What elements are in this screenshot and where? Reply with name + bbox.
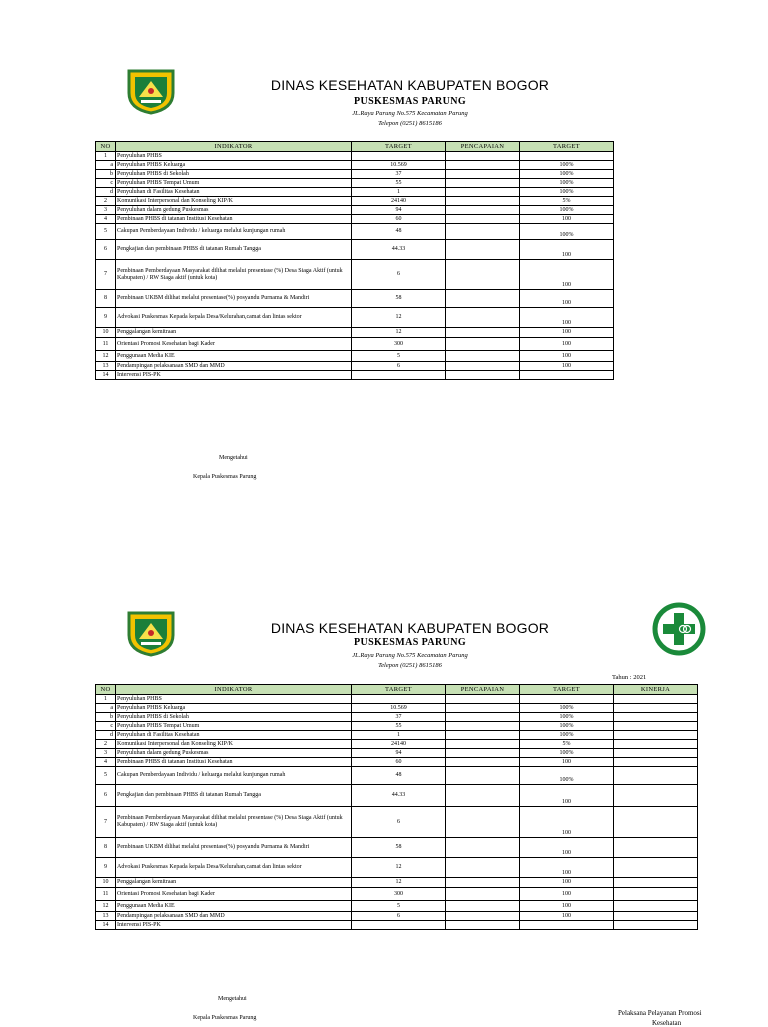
indicator-cell: Penyuluhan PHBS Keluarga xyxy=(116,704,352,713)
indicator-cell: Pembinaan UKBM dilihat melalui presentase(%) posyandu Purnama & Mandiri xyxy=(116,290,352,308)
target-percent-cell: 100 xyxy=(520,362,614,371)
target-percent-cell: 100 xyxy=(520,878,614,888)
column-header: KINERJA xyxy=(614,685,698,695)
indicator-cell: Cakupan Pemberdayaan Individu / keluarga melalui kunjungan rumah xyxy=(116,767,352,785)
target-percent-cell: 100% xyxy=(520,767,614,785)
target-percent-cell: 100 xyxy=(520,858,614,878)
indicator-table-kinerja xyxy=(95,684,698,930)
table-header-row xyxy=(96,685,698,695)
row-number: 7 xyxy=(96,260,116,290)
kinerja-cell xyxy=(614,704,698,713)
indicator-cell: Penyuluhan dalam gedung Puskesmas xyxy=(116,749,352,758)
row-number: b xyxy=(96,170,116,179)
row-number: 3 xyxy=(96,206,116,215)
target-cell: 94 xyxy=(352,206,446,215)
kinerja-cell xyxy=(614,749,698,758)
target-cell: 37 xyxy=(352,713,446,722)
pencapaian-cell xyxy=(446,921,520,930)
column-header: TARGET xyxy=(520,685,614,695)
indicator-cell: Pengkajian dan pembinaan PHBS di tatanan Rumah Tangga xyxy=(116,785,352,807)
indicator-cell: Penggunaan Media KIE xyxy=(116,901,352,912)
column-header: INDIKATOR xyxy=(116,685,352,695)
table-row xyxy=(96,921,698,930)
table-row xyxy=(96,858,698,878)
row-number: 3 xyxy=(96,749,116,758)
row-number: 8 xyxy=(96,290,116,308)
target-cell: 10.569 xyxy=(352,704,446,713)
kinerja-cell xyxy=(614,731,698,740)
kinerja-cell xyxy=(614,901,698,912)
row-number: 4 xyxy=(96,215,116,224)
pencapaian-cell xyxy=(446,731,520,740)
address-text: JL.Raya Parung No.575 Kecamatan Parung xyxy=(352,652,468,659)
row-number: 9 xyxy=(96,858,116,878)
indicator-cell: Pendampingan pelaksanaan SMD dan MMD xyxy=(116,362,352,371)
pencapaian-cell xyxy=(446,704,520,713)
target-cell: 12 xyxy=(352,308,446,328)
row-number: 8 xyxy=(96,838,116,858)
pencapaian-cell xyxy=(446,888,520,901)
table-row xyxy=(96,785,698,807)
table-row xyxy=(96,888,698,901)
phone-text: Telepon (0251) 8615186 xyxy=(378,662,442,669)
table-row xyxy=(96,758,698,767)
row-number: 12 xyxy=(96,901,116,912)
target-percent-cell: 100% xyxy=(520,722,614,731)
target-cell: 12 xyxy=(352,328,446,338)
row-number: a xyxy=(96,161,116,170)
kinerja-cell xyxy=(614,767,698,785)
health-cross-logo-icon xyxy=(650,600,708,658)
indicator-cell: Pembinaan Pemberdayaan Masyarakat dilihat melalui presentase (%) Desa Siaga Aktif (untuk Kabupaten) / RW Siaga aktif (untuk kota) xyxy=(116,807,352,838)
target-percent-cell xyxy=(520,921,614,930)
target-percent-cell: 100 xyxy=(520,901,614,912)
target-percent-cell: 100 xyxy=(520,351,614,362)
indicator-cell: Orientasi Promosi Kesehatan bagi Kader xyxy=(116,888,352,901)
target-cell: 1 xyxy=(352,731,446,740)
table-row xyxy=(96,749,698,758)
indicator-cell: Penyuluhan di Fasilitas Kesehatan xyxy=(116,731,352,740)
target-cell: 55 xyxy=(352,722,446,731)
indicator-cell: Penggalangan kemitraan xyxy=(116,328,352,338)
page-title: DINAS KESEHATAN KABUPATEN BOGOR xyxy=(270,620,550,636)
kinerja-cell xyxy=(614,785,698,807)
target-percent-cell: 5% xyxy=(520,197,614,206)
pelaksana-label-2: Kesehatan xyxy=(652,1019,682,1027)
page-subtitle: PUSKESMAS PARUNG xyxy=(353,96,467,107)
target-cell: 44.33 xyxy=(352,785,446,807)
target-percent-cell: 100 xyxy=(520,328,614,338)
target-percent-cell: 100% xyxy=(520,704,614,713)
row-number: 10 xyxy=(96,878,116,888)
row-number: 9 xyxy=(96,308,116,328)
row-number: 5 xyxy=(96,224,116,240)
kinerja-cell xyxy=(614,807,698,838)
target-cell: 6 xyxy=(352,362,446,371)
indicator-cell: Komunikasi Interpersonal dan Konseling KIP/K xyxy=(116,197,352,206)
target-percent-cell: 100% xyxy=(520,713,614,722)
indicator-cell: Advokasi Puskesmas Kepada kepala Desa/Kelurahan,camat dan lintas sektor xyxy=(116,858,352,878)
table-row xyxy=(96,901,698,912)
target-cell: 10.569 xyxy=(352,161,446,170)
indicator-cell: Penyuluhan dalam gedung Puskesmas xyxy=(116,206,352,215)
table-row xyxy=(96,807,698,838)
kinerja-cell xyxy=(614,713,698,722)
phone-text: Telepon (0251) 8615186 xyxy=(378,120,442,127)
kinerja-cell xyxy=(614,695,698,704)
target-cell: 1 xyxy=(352,188,446,197)
target-cell xyxy=(352,695,446,704)
table-row xyxy=(96,731,698,740)
pencapaian-cell xyxy=(446,713,520,722)
target-percent-cell: 100% xyxy=(520,224,614,240)
mengetahui-label: Mengetahui xyxy=(219,455,248,461)
target-cell: 94 xyxy=(352,749,446,758)
pencapaian-cell xyxy=(446,749,520,758)
address-text: JL.Raya Parung No.575 Kecamatan Parung xyxy=(352,110,468,117)
pencapaian-cell xyxy=(446,807,520,838)
kinerja-cell xyxy=(614,858,698,878)
indicator-cell: Orientasi Promosi Kesehatan bagi Kader xyxy=(116,338,352,351)
indicator-cell: Pengkajian dan pembinaan PHBS di tatanan Rumah Tangga xyxy=(116,240,352,260)
pencapaian-cell xyxy=(446,838,520,858)
column-header: NO xyxy=(96,685,116,695)
pencapaian-cell xyxy=(446,878,520,888)
target-percent-cell: 100% xyxy=(520,161,614,170)
target-cell: 6 xyxy=(352,912,446,921)
indicator-cell: Penyuluhan PHBS xyxy=(116,152,352,161)
kinerja-cell xyxy=(614,838,698,858)
target-cell xyxy=(352,921,446,930)
target-percent-cell: 100 xyxy=(520,838,614,858)
kinerja-cell xyxy=(614,912,698,921)
row-number: 4 xyxy=(96,758,116,767)
target-percent-cell: 5% xyxy=(520,740,614,749)
target-cell: 44.33 xyxy=(352,240,446,260)
target-percent-cell: 100 xyxy=(520,260,614,290)
indicator-cell: Penyuluhan PHBS di Sekolah xyxy=(116,713,352,722)
row-number: 2 xyxy=(96,197,116,206)
pencapaian-cell xyxy=(446,858,520,878)
row-number: 6 xyxy=(96,785,116,807)
row-number: 14 xyxy=(96,921,116,930)
row-number: c xyxy=(96,722,116,731)
kepala-puskesmas-label: Kepala Puskesmas Parung xyxy=(193,1015,257,1021)
mengetahui-label: Mengetahui xyxy=(218,996,247,1002)
pencapaian-cell xyxy=(446,722,520,731)
row-number: 5 xyxy=(96,767,116,785)
column-header: NO xyxy=(96,142,116,152)
target-cell: 48 xyxy=(352,224,446,240)
page-subtitle: PUSKESMAS PARUNG xyxy=(353,637,467,648)
target-cell: 58 xyxy=(352,838,446,858)
target-percent-cell: 100 xyxy=(520,308,614,328)
indicator-cell: Intervensi PIS-PK xyxy=(116,371,352,380)
kepala-puskesmas-label: Kepala Puskesmas Parung xyxy=(193,474,257,480)
table-row xyxy=(96,713,698,722)
year-label: Tahun : 2021 xyxy=(612,674,647,681)
indicator-cell: Penyuluhan PHBS Tempat Umum xyxy=(116,179,352,188)
target-cell: 24140 xyxy=(352,197,446,206)
target-cell: 12 xyxy=(352,878,446,888)
target-percent-cell: 100% xyxy=(520,206,614,215)
pencapaian-cell xyxy=(446,758,520,767)
target-cell: 60 xyxy=(352,215,446,224)
column-header: TARGET xyxy=(352,142,446,152)
pencapaian-cell xyxy=(446,740,520,749)
table-row xyxy=(96,878,698,888)
column-header: TARGET xyxy=(520,142,614,152)
target-percent-cell: 100 xyxy=(520,807,614,838)
kinerja-cell xyxy=(614,758,698,767)
row-number: 6 xyxy=(96,240,116,260)
table-row xyxy=(96,767,698,785)
row-number: 7 xyxy=(96,807,116,838)
indicator-cell: Penyuluhan PHBS xyxy=(116,695,352,704)
target-percent-cell: 100 xyxy=(520,785,614,807)
kinerja-cell xyxy=(614,740,698,749)
kinerja-cell xyxy=(614,888,698,901)
target-percent-cell: 100 xyxy=(520,888,614,901)
target-percent-cell xyxy=(520,695,614,704)
target-cell: 5 xyxy=(352,901,446,912)
table-row xyxy=(96,704,698,713)
indicator-cell: Cakupan Pemberdayaan Individu / keluarga melalui kunjungan rumah xyxy=(116,224,352,240)
target-cell: 48 xyxy=(352,767,446,785)
table-row xyxy=(96,740,698,749)
column-header: PENCAPAIAN xyxy=(446,142,520,152)
column-header: INDIKATOR xyxy=(116,142,352,152)
kabupaten-bogor-emblem-icon xyxy=(125,605,177,657)
target-cell: 58 xyxy=(352,290,446,308)
row-number: 14 xyxy=(96,371,116,380)
table-row xyxy=(96,722,698,731)
target-percent-cell: 100 xyxy=(520,240,614,260)
pelaksana-label: Pelaksana Pelayanan Promosi xyxy=(618,1009,702,1017)
row-number: 11 xyxy=(96,888,116,901)
target-cell: 300 xyxy=(352,888,446,901)
target-cell: 5 xyxy=(352,351,446,362)
row-number: 13 xyxy=(96,362,116,371)
column-header: PENCAPAIAN xyxy=(446,685,520,695)
indicator-cell: Penggalangan kemitraan xyxy=(116,878,352,888)
indicator-cell: Pembinaan PHBS di tatanan Institusi Kesehatan xyxy=(116,758,352,767)
indicator-cell: Penyuluhan PHBS Keluarga xyxy=(116,161,352,170)
indicator-cell: Intervensi PIS-PK xyxy=(116,921,352,930)
target-percent-cell: 100 xyxy=(520,290,614,308)
row-number: 2 xyxy=(96,740,116,749)
row-number: b xyxy=(96,713,116,722)
target-cell: 6 xyxy=(352,260,446,290)
target-percent-cell: 100% xyxy=(520,731,614,740)
indicator-cell: Penyuluhan PHBS di Sekolah xyxy=(116,170,352,179)
pencapaian-cell xyxy=(446,901,520,912)
target-cell: 300 xyxy=(352,338,446,351)
kinerja-cell xyxy=(614,921,698,930)
pencapaian-cell xyxy=(446,767,520,785)
row-number: 1 xyxy=(96,695,116,704)
indicator-cell: Pembinaan Pemberdayaan Masyarakat dilihat melalui presentase (%) Desa Siaga Aktif (untuk Kabupaten) / RW Siaga aktif (untuk kota) xyxy=(116,260,352,290)
kinerja-cell xyxy=(614,878,698,888)
target-cell: 60 xyxy=(352,758,446,767)
target-percent-cell: 100 xyxy=(520,912,614,921)
indicator-cell: Pembinaan UKBM dilihat melalui presentase(%) posyandu Purnama & Mandiri xyxy=(116,838,352,858)
target-cell: 37 xyxy=(352,170,446,179)
indicator-cell: Penyuluhan PHBS Tempat Umum xyxy=(116,722,352,731)
row-number: 13 xyxy=(96,912,116,921)
row-number: a xyxy=(96,704,116,713)
target-percent-cell: 100% xyxy=(520,188,614,197)
pencapaian-cell xyxy=(446,785,520,807)
row-number: 1 xyxy=(96,152,116,161)
target-percent-cell: 100% xyxy=(520,179,614,188)
row-number: d xyxy=(96,188,116,197)
target-percent-cell: 100 xyxy=(520,758,614,767)
target-percent-cell: 100 xyxy=(520,215,614,224)
row-number: 10 xyxy=(96,328,116,338)
target-cell: 24140 xyxy=(352,740,446,749)
indicator-cell: Pendampingan pelaksanaan SMD dan MMD xyxy=(116,912,352,921)
target-percent-cell: 100% xyxy=(520,170,614,179)
table-row xyxy=(96,695,698,704)
indicator-cell: Komunikasi Interpersonal dan Konseling KIP/K xyxy=(116,740,352,749)
indicator-cell: Pembinaan PHBS di tatanan Institusi Kesehatan xyxy=(116,215,352,224)
row-number: d xyxy=(96,731,116,740)
pencapaian-cell xyxy=(446,912,520,921)
column-header: TARGET xyxy=(352,685,446,695)
table-row xyxy=(96,912,698,921)
table-row xyxy=(96,838,698,858)
target-percent-cell: 100% xyxy=(520,749,614,758)
kinerja-cell xyxy=(614,722,698,731)
row-number: 11 xyxy=(96,338,116,351)
indicator-cell: Penggunaan Media KIE xyxy=(116,351,352,362)
indicator-cell: Advokasi Puskesmas Kepada kepala Desa/Kelurahan,camat dan lintas sektor xyxy=(116,308,352,328)
page-title: DINAS KESEHATAN KABUPATEN BOGOR xyxy=(270,77,550,93)
row-number: 12 xyxy=(96,351,116,362)
target-cell: 55 xyxy=(352,179,446,188)
target-cell: 12 xyxy=(352,858,446,878)
indicator-cell: Penyuluhan di Fasilitas Kesehatan xyxy=(116,188,352,197)
target-percent-cell: 100 xyxy=(520,338,614,351)
pencapaian-cell xyxy=(446,695,520,704)
target-cell: 6 xyxy=(352,807,446,838)
row-number: c xyxy=(96,179,116,188)
